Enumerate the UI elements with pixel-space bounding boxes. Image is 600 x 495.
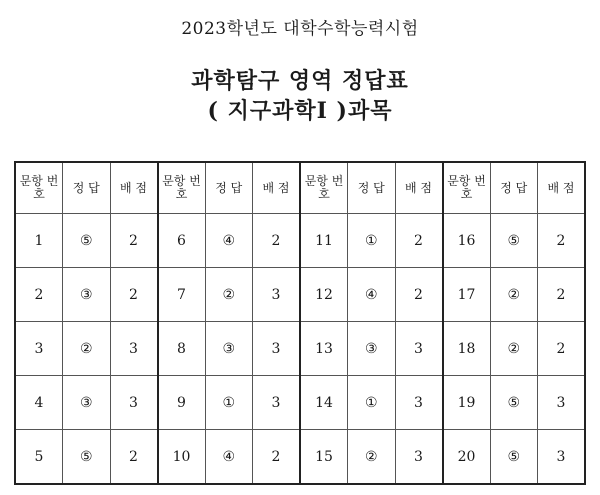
col-header-points: 배 점 [395,162,443,214]
table-row [15,214,585,268]
question-number: 17 [443,268,491,322]
answer-cell: ③ [348,322,396,376]
answer-cell: ① [205,376,253,430]
points-cell: 3 [395,322,443,376]
points-cell: 2 [253,214,301,268]
points-cell: 2 [538,268,586,322]
question-number: 7 [158,268,206,322]
points-cell: 3 [538,376,586,430]
answer-cell: ⑤ [490,376,538,430]
col-header-number: 문항 번호 [158,162,206,214]
question-number: 9 [158,376,206,430]
col-header-number: 문항 번호 [443,162,491,214]
answer-table [14,161,586,485]
question-number: 3 [15,322,63,376]
table-body [15,214,585,485]
col-header-answer: 정 답 [205,162,253,214]
table-row [15,430,585,485]
question-number: 18 [443,322,491,376]
answer-cell: ③ [63,376,111,430]
answer-cell: ⑤ [63,214,111,268]
points-cell: 2 [395,214,443,268]
col-header-number: 문항 번호 [300,162,348,214]
points-cell: 2 [110,268,158,322]
question-number: 20 [443,430,491,485]
points-cell: 3 [110,322,158,376]
question-number: 15 [300,430,348,485]
col-header-points: 배 점 [253,162,301,214]
points-cell: 3 [253,376,301,430]
answer-table-container [14,161,586,479]
question-number: 12 [300,268,348,322]
answer-cell: ⑤ [490,214,538,268]
table-row [15,376,585,430]
question-number: 2 [15,268,63,322]
points-cell: 2 [110,430,158,485]
points-cell: 3 [253,322,301,376]
question-number: 16 [443,214,491,268]
col-header-points: 배 점 [110,162,158,214]
answer-cell: ① [348,214,396,268]
table-row [15,322,585,376]
answer-cell: ④ [205,430,253,485]
subject-name: ( 지구과학Ⅰ )과목 [207,98,393,124]
question-number: 19 [443,376,491,430]
table-row [15,268,585,322]
answer-cell: ② [490,322,538,376]
answer-cell: ③ [205,322,253,376]
col-header-answer: 정 답 [63,162,111,214]
answer-cell: ④ [348,268,396,322]
question-number: 4 [15,376,63,430]
answer-cell: ③ [63,268,111,322]
answer-cell: ① [348,376,396,430]
points-cell: 2 [395,268,443,322]
question-number: 11 [300,214,348,268]
points-cell: 2 [538,322,586,376]
col-header-number: 문항 번호 [15,162,63,214]
points-cell: 3 [253,268,301,322]
answer-cell: ⑤ [490,430,538,485]
table-header-row [15,162,585,214]
answer-cell: ② [63,322,111,376]
answer-cell: ② [490,268,538,322]
answer-cell: ⑤ [63,430,111,485]
question-number: 1 [15,214,63,268]
answer-cell: ② [205,268,253,322]
points-cell: 2 [110,214,158,268]
answer-cell: ② [348,430,396,485]
question-number: 6 [158,214,206,268]
question-number: 5 [15,430,63,485]
question-number: 14 [300,376,348,430]
col-header-answer: 정 답 [348,162,396,214]
col-header-answer: 정 답 [490,162,538,214]
points-cell: 3 [395,376,443,430]
exam-title: 2023학년도 대학수학능력시험 [181,19,419,39]
question-number: 10 [158,430,206,485]
points-cell: 3 [538,430,586,485]
subject-title: 과학탐구 영역 정답표 [191,68,409,94]
points-cell: 2 [253,430,301,485]
points-cell: 2 [538,214,586,268]
question-number: 8 [158,322,206,376]
points-cell: 3 [395,430,443,485]
answer-cell: ④ [205,214,253,268]
col-header-points: 배 점 [538,162,586,214]
points-cell: 3 [110,376,158,430]
question-number: 13 [300,322,348,376]
